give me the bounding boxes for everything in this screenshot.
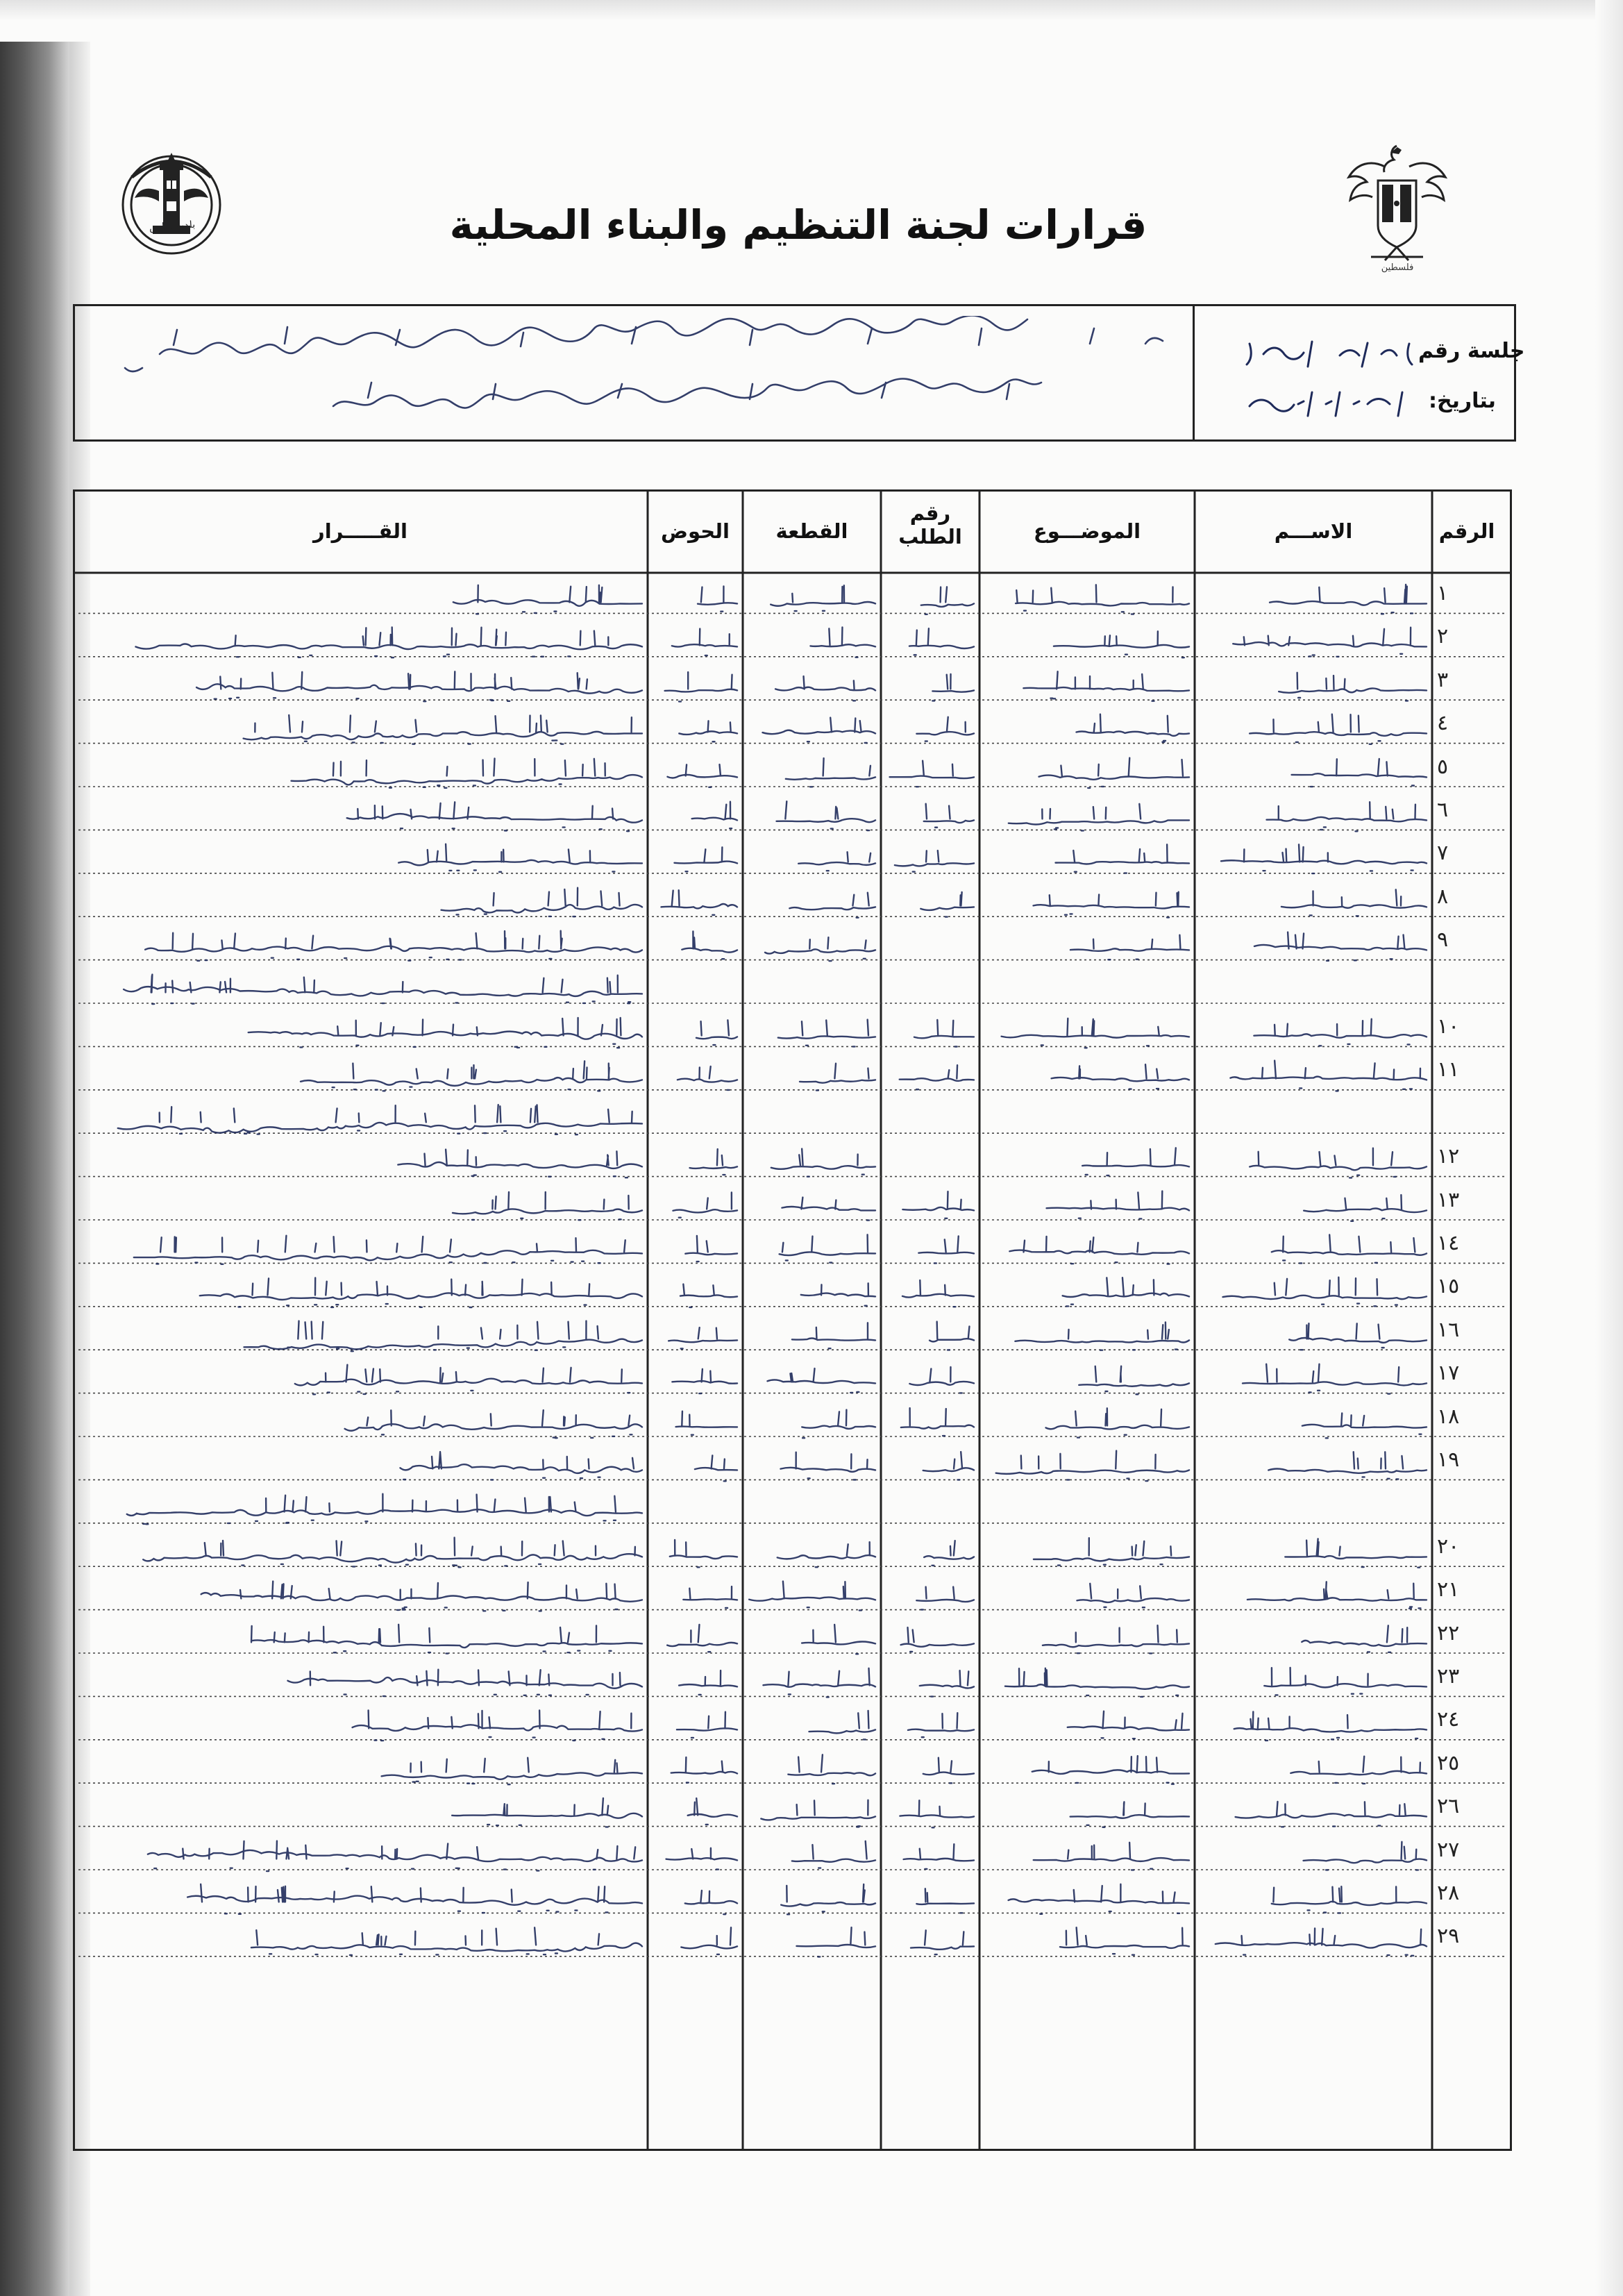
row-handwriting	[0, 660, 1623, 703]
row-handwriting	[0, 1006, 1623, 1049]
row-handwriting	[0, 746, 1623, 789]
column-header-basin: الحوض	[661, 519, 730, 543]
row-number: ٦	[1437, 798, 1449, 822]
row-handwriting	[0, 789, 1623, 832]
row-number: ٢٠	[1437, 1534, 1460, 1559]
row-number: ٢٢	[1437, 1620, 1460, 1645]
row-number: ٣	[1437, 667, 1449, 692]
row-number: ٧	[1437, 841, 1449, 866]
row-number: ٥	[1437, 754, 1449, 779]
row-handwriting	[0, 1916, 1623, 1959]
column-header-decision: القـــــرار	[313, 519, 407, 543]
row-number: ١٢	[1437, 1144, 1460, 1169]
row-handwriting	[0, 1180, 1623, 1223]
row-handwriting	[0, 573, 1623, 616]
column-header-subject: الموضـــوع	[1033, 519, 1141, 543]
row-number: ٢٩	[1437, 1924, 1460, 1949]
row-number: ١٨	[1437, 1404, 1460, 1429]
row-handwriting	[0, 1656, 1623, 1699]
row-handwriting	[0, 963, 1623, 1006]
row-number: ٢٧	[1437, 1837, 1460, 1862]
row-number: ١٦	[1437, 1317, 1460, 1342]
session-handwritten-number-date	[1236, 326, 1423, 427]
row-handwriting	[0, 1093, 1623, 1136]
palestine-eagle-emblem-icon	[1343, 139, 1451, 267]
column-header-number: الرقم	[1438, 519, 1495, 543]
row-handwriting	[0, 1482, 1623, 1525]
row-number: ٢٨	[1437, 1881, 1460, 1905]
row-handwriting	[0, 1526, 1623, 1569]
row-number: ٢٦	[1437, 1794, 1460, 1819]
row-number: ١٧	[1437, 1361, 1460, 1386]
row-handwriting	[0, 1309, 1623, 1352]
row-number: ٢٤	[1437, 1707, 1460, 1732]
column-header-request-number: رقم الطلب	[898, 501, 962, 548]
row-number: ٢٥	[1437, 1750, 1460, 1775]
nablus-municipality-logo-icon	[118, 149, 226, 267]
row-handwriting	[0, 703, 1623, 746]
row-handwriting	[0, 919, 1623, 962]
row-handwriting	[0, 1699, 1623, 1742]
row-handwriting	[0, 1439, 1623, 1482]
session-handwritten-attendees	[104, 316, 1187, 434]
row-number: ٩	[1437, 928, 1449, 953]
row-handwriting	[0, 616, 1623, 659]
session-date-label: بتاريخ:	[1429, 389, 1496, 413]
column-header-name: الاســـم	[1274, 519, 1353, 543]
row-number: ١	[1437, 581, 1449, 605]
row-number: ١١	[1437, 1057, 1460, 1082]
row-handwriting	[0, 1829, 1623, 1872]
row-number: ٤	[1437, 711, 1449, 736]
row-number: ٢	[1437, 624, 1449, 649]
row-handwriting	[0, 1396, 1623, 1439]
emblem-caption: فلسطين	[1381, 262, 1414, 273]
row-number: ١٣	[1437, 1187, 1460, 1212]
row-handwriting	[0, 1049, 1623, 1092]
row-handwriting	[0, 1352, 1623, 1396]
row-number: ٢١	[1437, 1577, 1460, 1602]
row-number: ١٠	[1437, 1014, 1460, 1039]
municipality-logo-text: بلدية نابلس	[149, 219, 196, 234]
column-header-parcel: القطعة	[775, 519, 848, 543]
row-handwriting	[0, 832, 1623, 875]
row-handwriting	[0, 1569, 1623, 1612]
row-number: ١٥	[1437, 1274, 1460, 1299]
row-number: ٢٣	[1437, 1664, 1460, 1689]
row-number: ١٩	[1437, 1448, 1460, 1472]
row-handwriting	[0, 1743, 1623, 1786]
row-handwriting	[0, 1786, 1623, 1829]
page-title: قرارات لجنة التنظيم والبناء المحلية	[449, 201, 1147, 249]
row-number: ١٤	[1437, 1231, 1460, 1255]
session-box-divider	[1193, 304, 1195, 439]
row-handwriting	[0, 1613, 1623, 1656]
row-number: ٨	[1437, 884, 1449, 909]
row-handwriting	[0, 876, 1623, 919]
session-number-label: جلسة رقم	[1418, 339, 1525, 363]
row-handwriting	[0, 1136, 1623, 1179]
row-handwriting	[0, 1223, 1623, 1266]
row-handwriting	[0, 1872, 1623, 1916]
scan-top-strip	[0, 0, 1623, 21]
row-handwriting	[0, 1266, 1623, 1309]
